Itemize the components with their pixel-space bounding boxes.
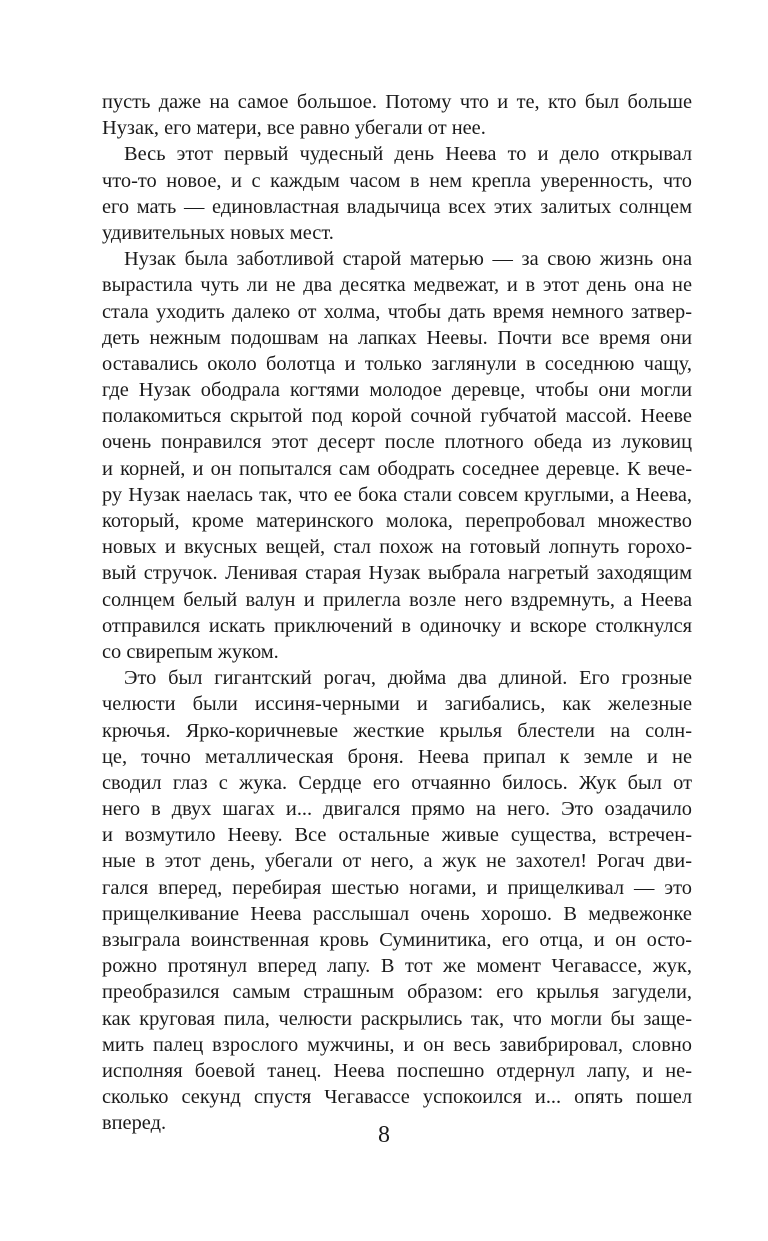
text-line: ру Нузак наелась так, что ее бока стали совсем круглыми, а Неева, (102, 483, 692, 506)
text-line: новых и вкусных вещей, стал похож на готовый лопнуть горохо- (102, 536, 692, 559)
text-line: це, точно металлическая броня. Неева припал к земле и не (102, 745, 692, 768)
text-line: оставались около болотца и только заглянули в соседнюю чащу, (102, 352, 692, 375)
text-line: и корней, и он попытался сам ободрать соседнее деревце. К вече- (102, 457, 692, 480)
text-line: отправился искать приключений в одиночку и вскоре столкнулся (102, 614, 692, 637)
text-line: вперед. (102, 1112, 167, 1135)
text-line: со свирепым жуком. (102, 640, 279, 663)
text-line: вырастила чуть ли не два десятка медвежат, и в этот день она не (102, 274, 692, 297)
text-line: рожно протянул вперед лапу. В тот же момент Чегавассе, жук, (102, 955, 692, 978)
text-line: гался вперед, перебирая шестью ногами, и прищелкивал — это (102, 876, 692, 899)
text-line: Нузак была заботливой старой матерью — за свою жизнь она (124, 248, 692, 271)
text-line: солнцем белый валун и прилегла возле него вздремнуть, а Неева (102, 588, 692, 611)
text-line: удивительных новых мест. (102, 221, 334, 244)
text-line: ные в этот день, убегали от него, а жук не захотел! Рогач дви- (102, 850, 692, 873)
text-line: и возмутило Нееву. Все остальные живые существа, встречен- (102, 824, 692, 847)
text-line: сколько секунд спустя Чегавассе успокоился и... опять пошел (102, 1086, 692, 1109)
text-line: полакомиться скрытой под корой сочной губчатой массой. Нееве (102, 405, 692, 428)
text-line: крючья. Ярко-коричневые жесткие крылья блестели на солн- (102, 719, 692, 742)
text-line: преобразился самым страшным образом: его крылья загудели, (102, 981, 692, 1004)
text-line: мить палец взрослого мужчины, и он весь завибрировал, словно (102, 1033, 692, 1056)
text-line: что-то новое, и с каждым часом в нем крепла уверенность, что (102, 169, 692, 192)
text-line: Нузак, его матери, все равно убегали от нее. (102, 117, 486, 140)
text-line: очень понравился этот десерт после плотного обеда из луковиц (102, 431, 692, 454)
text-line: вый стручок. Ленивая старая Нузак выбрала нагретый заходящим (102, 562, 692, 585)
text-line: Весь этот первый чудесный день Неева то и дело открывал (124, 143, 692, 166)
text-line: пусть даже на самое большое. Потому что и те, кто был больше (102, 91, 692, 113)
text-line: стала уходить далеко от холма, чтобы дать время немного затвер- (102, 300, 692, 323)
text-line: Это был гигантский рогач, дюйма два длиной. Его грозные (124, 667, 692, 690)
text-line: исполняя боевой танец. Неева поспешно отдернул лапу, и не- (102, 1059, 692, 1082)
text-line: который, кроме материнского молока, перепробовал множество (102, 510, 692, 532)
body-text (102, 89, 692, 1137)
text-line: челюсти были иссиня-черными и загибались, как железные (102, 693, 692, 716)
text-line: него в двух шагах и... двигался прямо на него. Это озадачило (102, 798, 692, 821)
text-line: деть нежным подошвам на лапках Неевы. Почти все время они (102, 326, 692, 349)
text-line: как круговая пила, челюсти раскрылись так, что могли бы заще- (102, 1007, 692, 1030)
text-line: взыграла воинственная кровь Суминитика, его отца, и он осто- (102, 929, 692, 951)
page-number: 8 (378, 1122, 390, 1148)
text-line: прищелкивание Неева расслышал очень хорошо. В медвежонке (102, 902, 692, 925)
text-line: его мать — единовластная владычица всех этих залитых солнцем (102, 195, 692, 218)
text-line: сводил глаз с жука. Сердце его отчаянно билось. Жук был от (102, 771, 692, 794)
text-line: где Нузак ободрала когтями молодое деревце, чтобы они могли (102, 379, 692, 402)
